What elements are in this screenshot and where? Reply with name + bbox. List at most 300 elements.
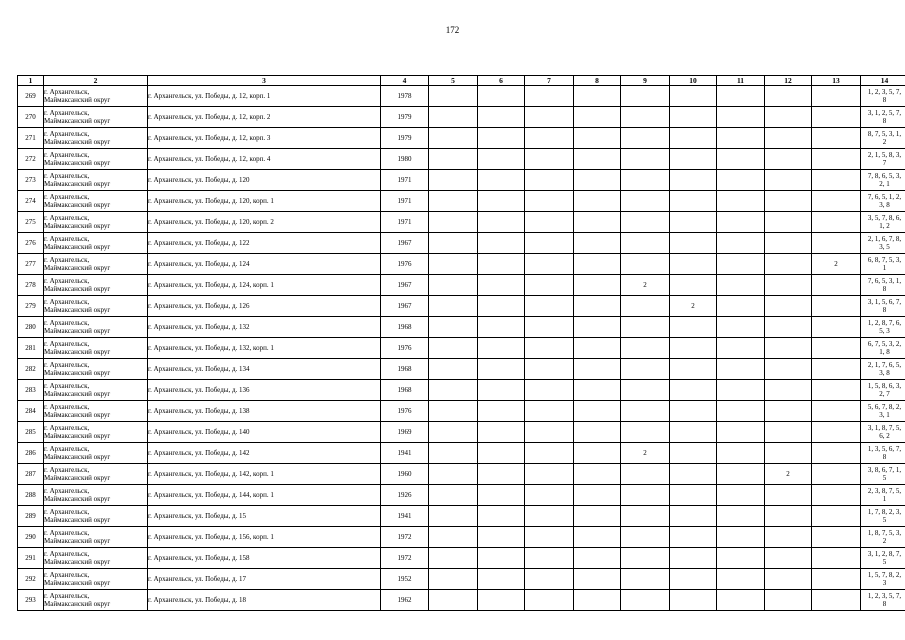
column-13-cell (812, 191, 861, 212)
year-cell: 1976 (381, 338, 429, 359)
column-11-cell (717, 107, 765, 128)
locality-line: г. Архангельск, (44, 571, 90, 579)
column-12-cell (765, 191, 812, 212)
column-12-cell (765, 485, 812, 506)
column-5-cell (429, 296, 478, 317)
column-12-cell (765, 380, 812, 401)
table-row (18, 443, 905, 464)
year-cell: 1971 (381, 170, 429, 191)
column-10-cell (670, 422, 717, 443)
row-number-cell: 274 (18, 191, 44, 212)
column-14-line: 5 (882, 558, 887, 566)
locality-line: Маймаксанский округ (44, 159, 111, 167)
table-row (18, 233, 905, 254)
column-14-line: 1, 5, 8, 6, 3, (867, 382, 902, 390)
row-number-cell: 288 (18, 485, 44, 506)
column-12-cell (765, 422, 812, 443)
column-header-8: 8 (574, 76, 621, 86)
column-14-cell (861, 296, 905, 317)
column-10-cell (670, 86, 717, 107)
column-11-cell (717, 338, 765, 359)
table-row (18, 338, 905, 359)
column-header-7: 7 (525, 76, 574, 86)
column-14-line: 3, 5 (879, 243, 890, 251)
year-cell: 1972 (381, 527, 429, 548)
year-cell: 1952 (381, 569, 429, 590)
locality-cell (44, 128, 148, 149)
column-13-cell (812, 527, 861, 548)
column-9-cell (621, 527, 670, 548)
column-11-cell (717, 590, 765, 611)
row-number-cell: 281 (18, 338, 44, 359)
locality-cell (44, 548, 148, 569)
column-13-cell (812, 548, 861, 569)
table-row (18, 380, 905, 401)
locality-line: г. Архангельск, (44, 151, 90, 159)
column-14-line: 7, 8, 6, 5, 3, (867, 172, 902, 180)
table-row (18, 170, 905, 191)
column-9-cell (621, 254, 670, 275)
year-cell: 1972 (381, 548, 429, 569)
row-number-cell: 270 (18, 107, 44, 128)
column-12-cell (765, 569, 812, 590)
table-row (18, 191, 905, 212)
locality-line: г. Архангельск, (44, 256, 90, 264)
column-6-cell (478, 107, 525, 128)
column-14-cell (861, 338, 905, 359)
address-cell: г. Архангельск, ул. Победы, д. 138 (148, 401, 381, 422)
column-8-cell (574, 380, 621, 401)
locality-cell (44, 212, 148, 233)
column-13-cell (812, 317, 861, 338)
column-header-14: 14 (861, 76, 905, 86)
column-7-cell (525, 170, 574, 191)
locality-cell (44, 149, 148, 170)
locality-line: г. Архангельск, (44, 109, 90, 117)
column-8-cell (574, 170, 621, 191)
column-14-line: 6, 7, 5, 3, 2, (867, 340, 902, 348)
table-row (18, 86, 905, 107)
column-14-line: 2 (882, 537, 887, 545)
locality-line: Маймаксанский округ (44, 222, 111, 230)
column-7-cell (525, 107, 574, 128)
column-14-line: 7, 6, 5, 1, 2, (867, 193, 902, 201)
column-14-line: 2, 1, 6, 7, 8, (867, 235, 902, 243)
table-row (18, 401, 905, 422)
column-9-cell (621, 317, 670, 338)
column-14-line: 8 (882, 600, 887, 608)
column-7-cell (525, 464, 574, 485)
locality-line: г. Архангельск, (44, 88, 90, 96)
column-7-cell (525, 443, 574, 464)
column-12-cell (765, 548, 812, 569)
column-8-cell (574, 128, 621, 149)
column-14-line: 2 (882, 138, 887, 146)
locality-line: г. Архангельск, (44, 445, 90, 453)
column-6-cell (478, 254, 525, 275)
year-cell: 1971 (381, 212, 429, 233)
column-8-cell (574, 86, 621, 107)
column-5-cell (429, 149, 478, 170)
column-9-cell (621, 107, 670, 128)
column-header-13: 13 (812, 76, 861, 86)
column-14-cell (861, 548, 905, 569)
column-header-12: 12 (765, 76, 812, 86)
column-7-cell (525, 275, 574, 296)
table-row (18, 254, 905, 275)
locality-cell (44, 170, 148, 191)
column-6-cell (478, 191, 525, 212)
address-cell: г. Архангельск, ул. Победы, д. 17 (148, 569, 381, 590)
header-row (18, 76, 905, 86)
column-7-cell (525, 359, 574, 380)
column-10-cell (670, 527, 717, 548)
column-13-cell (812, 443, 861, 464)
column-14-cell (861, 191, 905, 212)
column-8-cell (574, 296, 621, 317)
column-5-cell (429, 569, 478, 590)
column-7-cell (525, 485, 574, 506)
column-9-cell (621, 548, 670, 569)
column-14-cell (861, 212, 905, 233)
column-5-cell (429, 254, 478, 275)
column-5-cell (429, 317, 478, 338)
column-8-cell (574, 590, 621, 611)
locality-line: Маймаксанский округ (44, 369, 111, 377)
column-14-cell (861, 506, 905, 527)
column-14-cell (861, 107, 905, 128)
column-11-cell (717, 380, 765, 401)
column-14-line: 2, 1 (879, 180, 890, 188)
column-10-cell (670, 548, 717, 569)
column-6-cell (478, 380, 525, 401)
row-number-cell: 279 (18, 296, 44, 317)
column-14-line: 1, 2, 3, 5, 7, (867, 592, 902, 600)
column-14-line: 1, 2 (879, 222, 890, 230)
column-6-cell (478, 359, 525, 380)
locality-line: г. Архангельск, (44, 298, 90, 306)
locality-line: Маймаксанский округ (44, 285, 111, 293)
column-13-cell (812, 422, 861, 443)
column-5-cell (429, 590, 478, 611)
column-9-cell (621, 212, 670, 233)
locality-cell (44, 317, 148, 338)
column-header-4: 4 (381, 76, 429, 86)
column-9-cell (621, 128, 670, 149)
address-cell: г. Архангельск, ул. Победы, д. 12, корп. 3 (148, 128, 381, 149)
column-14-line: 2, 3, 8, 7, 5, (867, 487, 902, 495)
address-cell: г. Архангельск, ул. Победы, д. 142, корп. 1 (148, 464, 381, 485)
locality-line: Маймаксанский округ (44, 537, 111, 545)
column-13-cell (812, 107, 861, 128)
row-number-cell: 282 (18, 359, 44, 380)
column-12-cell (765, 317, 812, 338)
column-12-cell (765, 401, 812, 422)
column-13-cell (812, 464, 861, 485)
column-9-cell (621, 233, 670, 254)
column-7-cell (525, 149, 574, 170)
column-8-cell (574, 107, 621, 128)
row-number-cell: 278 (18, 275, 44, 296)
locality-line: г. Архангельск, (44, 382, 90, 390)
column-6-cell (478, 485, 525, 506)
column-header-11: 11 (717, 76, 765, 86)
column-10-cell (670, 590, 717, 611)
column-14-line: 3 (882, 579, 887, 587)
address-cell: г. Архангельск, ул. Победы, д. 142 (148, 443, 381, 464)
column-12-cell (765, 212, 812, 233)
column-7-cell (525, 548, 574, 569)
address-cell: г. Архангельск, ул. Победы, д. 12, корп. 1 (148, 86, 381, 107)
column-12-cell (765, 338, 812, 359)
table-row (18, 590, 905, 611)
column-8-cell (574, 527, 621, 548)
column-11-cell (717, 548, 765, 569)
column-11-cell (717, 191, 765, 212)
column-14-line: 1, 2, 3, 5, 7, (867, 88, 902, 96)
column-14-cell (861, 149, 905, 170)
column-10-cell (670, 149, 717, 170)
column-8-cell (574, 254, 621, 275)
column-9-cell (621, 506, 670, 527)
column-10-cell (670, 275, 717, 296)
column-13-cell (812, 401, 861, 422)
column-14-cell (861, 380, 905, 401)
column-5-cell (429, 338, 478, 359)
column-14-line: 1 (882, 495, 887, 503)
table-row (18, 485, 905, 506)
column-14-line: 3, 1, 2, 5, 7, (867, 109, 902, 117)
address-cell: г. Архангельск, ул. Победы, д. 15 (148, 506, 381, 527)
column-10-cell (670, 233, 717, 254)
column-12-cell (765, 275, 812, 296)
column-8-cell (574, 443, 621, 464)
column-12-cell (765, 233, 812, 254)
column-5-cell (429, 548, 478, 569)
column-10-cell (670, 380, 717, 401)
locality-line: Маймаксанский округ (44, 516, 111, 524)
locality-line: Маймаксанский округ (44, 306, 111, 314)
column-12-cell (765, 170, 812, 191)
column-6-cell (478, 170, 525, 191)
year-cell: 1979 (381, 107, 429, 128)
row-number-cell: 283 (18, 380, 44, 401)
locality-line: г. Архангельск, (44, 361, 90, 369)
column-6-cell (478, 506, 525, 527)
column-9-cell (621, 296, 670, 317)
year-cell: 1978 (381, 86, 429, 107)
locality-line: г. Архангельск, (44, 487, 90, 495)
column-5-cell (429, 128, 478, 149)
column-9-cell (621, 401, 670, 422)
column-14-line: 7, 6, 5, 3, 1, (867, 277, 902, 285)
year-cell: 1968 (381, 317, 429, 338)
row-number-cell: 292 (18, 569, 44, 590)
column-7-cell (525, 317, 574, 338)
year-cell: 1941 (381, 506, 429, 527)
address-cell: г. Архангельск, ул. Победы, д. 158 (148, 548, 381, 569)
column-12-cell (765, 86, 812, 107)
locality-line: Маймаксанский округ (44, 558, 111, 566)
address-cell: г. Архангельск, ул. Победы, д. 120, корп. 1 (148, 191, 381, 212)
column-14-cell (861, 401, 905, 422)
column-14-cell (861, 128, 905, 149)
column-9-cell (621, 359, 670, 380)
page-number: 172 (445, 25, 460, 35)
column-11-cell (717, 233, 765, 254)
column-7-cell (525, 569, 574, 590)
locality-cell (44, 506, 148, 527)
column-9-cell (621, 338, 670, 359)
column-14-line: 5 (882, 474, 887, 482)
column-9-cell (621, 170, 670, 191)
column-14-line: 5 (882, 516, 887, 524)
locality-cell (44, 590, 148, 611)
column-8-cell (574, 422, 621, 443)
column-5-cell (429, 275, 478, 296)
column-9-cell (621, 86, 670, 107)
locality-line: Маймаксанский округ (44, 474, 111, 482)
column-11-cell (717, 443, 765, 464)
column-14-line: 6, 2 (879, 432, 890, 440)
column-10-cell (670, 254, 717, 275)
locality-line: Маймаксанский округ (44, 495, 111, 503)
column-10-cell (670, 443, 717, 464)
year-cell: 1976 (381, 401, 429, 422)
column-14-cell (861, 170, 905, 191)
column-7-cell (525, 380, 574, 401)
locality-cell (44, 464, 148, 485)
locality-line: Маймаксанский округ (44, 411, 111, 419)
row-number-cell: 277 (18, 254, 44, 275)
year-cell: 1971 (381, 191, 429, 212)
column-header-1: 1 (18, 76, 44, 86)
column-9-cell (621, 464, 670, 485)
column-6-cell (478, 422, 525, 443)
locality-cell (44, 380, 148, 401)
column-14-cell (861, 359, 905, 380)
column-header-5: 5 (429, 76, 478, 86)
column-13-cell (812, 296, 861, 317)
year-cell: 1976 (381, 254, 429, 275)
column-5-cell (429, 86, 478, 107)
column-11-cell (717, 254, 765, 275)
column-11-cell (717, 569, 765, 590)
column-13-cell (812, 233, 861, 254)
column-14-cell (861, 485, 905, 506)
column-12-cell (765, 254, 812, 275)
locality-cell (44, 443, 148, 464)
table-row (18, 527, 905, 548)
column-6-cell (478, 317, 525, 338)
column-14-line: 1, 8 (879, 348, 890, 356)
column-9-cell: 2 (621, 443, 670, 464)
row-number-cell: 286 (18, 443, 44, 464)
row-number-cell: 291 (18, 548, 44, 569)
column-7-cell (525, 422, 574, 443)
column-8-cell (574, 548, 621, 569)
row-number-cell: 276 (18, 233, 44, 254)
locality-line: Маймаксанский округ (44, 327, 111, 335)
locality-cell (44, 338, 148, 359)
column-6-cell (478, 464, 525, 485)
table-row (18, 128, 905, 149)
address-cell: г. Архангельск, ул. Победы, д. 134 (148, 359, 381, 380)
locality-line: г. Архангельск, (44, 466, 90, 474)
year-cell: 1967 (381, 296, 429, 317)
column-10-cell (670, 359, 717, 380)
column-8-cell (574, 359, 621, 380)
column-14-cell (861, 590, 905, 611)
table-row (18, 212, 905, 233)
locality-cell (44, 233, 148, 254)
column-11-cell (717, 401, 765, 422)
column-8-cell (574, 233, 621, 254)
locality-line: г. Архангельск, (44, 319, 90, 327)
locality-cell (44, 527, 148, 548)
column-14-line: 1, 8, 7, 5, 3, (867, 529, 902, 537)
locality-cell (44, 401, 148, 422)
column-14-cell (861, 233, 905, 254)
column-7-cell (525, 191, 574, 212)
address-cell: г. Архангельск, ул. Победы, д. 132 (148, 317, 381, 338)
column-13-cell (812, 569, 861, 590)
column-13-cell (812, 275, 861, 296)
column-10-cell (670, 569, 717, 590)
column-9-cell: 2 (621, 275, 670, 296)
row-number-cell: 285 (18, 422, 44, 443)
column-8-cell (574, 569, 621, 590)
column-5-cell (429, 170, 478, 191)
locality-line: Маймаксанский округ (44, 264, 111, 272)
address-cell: г. Архангельск, ул. Победы, д. 18 (148, 590, 381, 611)
column-13-cell (812, 212, 861, 233)
column-14-line: 3, 1, 8, 7, 5, (867, 424, 902, 432)
column-header-6: 6 (478, 76, 525, 86)
column-13-cell (812, 170, 861, 191)
column-11-cell (717, 485, 765, 506)
column-5-cell (429, 212, 478, 233)
column-5-cell (429, 443, 478, 464)
column-14-line: 3, 1 (879, 411, 890, 419)
column-11-cell (717, 527, 765, 548)
address-cell: г. Архангельск, ул. Победы, д. 126 (148, 296, 381, 317)
table-row (18, 569, 905, 590)
locality-line: г. Архангельск, (44, 235, 90, 243)
column-14-cell (861, 254, 905, 275)
column-10-cell (670, 191, 717, 212)
column-7-cell (525, 296, 574, 317)
column-14-cell (861, 275, 905, 296)
year-cell: 1968 (381, 359, 429, 380)
column-11-cell (717, 212, 765, 233)
column-6-cell (478, 338, 525, 359)
column-10-cell (670, 212, 717, 233)
column-11-cell (717, 317, 765, 338)
column-13-cell (812, 149, 861, 170)
column-13-cell (812, 86, 861, 107)
column-8-cell (574, 149, 621, 170)
column-6-cell (478, 590, 525, 611)
locality-line: Маймаксанский округ (44, 117, 111, 125)
column-5-cell (429, 422, 478, 443)
locality-line: г. Архангельск, (44, 592, 90, 600)
column-8-cell (574, 464, 621, 485)
column-14-line: 8 (882, 453, 887, 461)
locality-line: г. Архангельск, (44, 529, 90, 537)
column-6-cell (478, 296, 525, 317)
column-12-cell (765, 527, 812, 548)
